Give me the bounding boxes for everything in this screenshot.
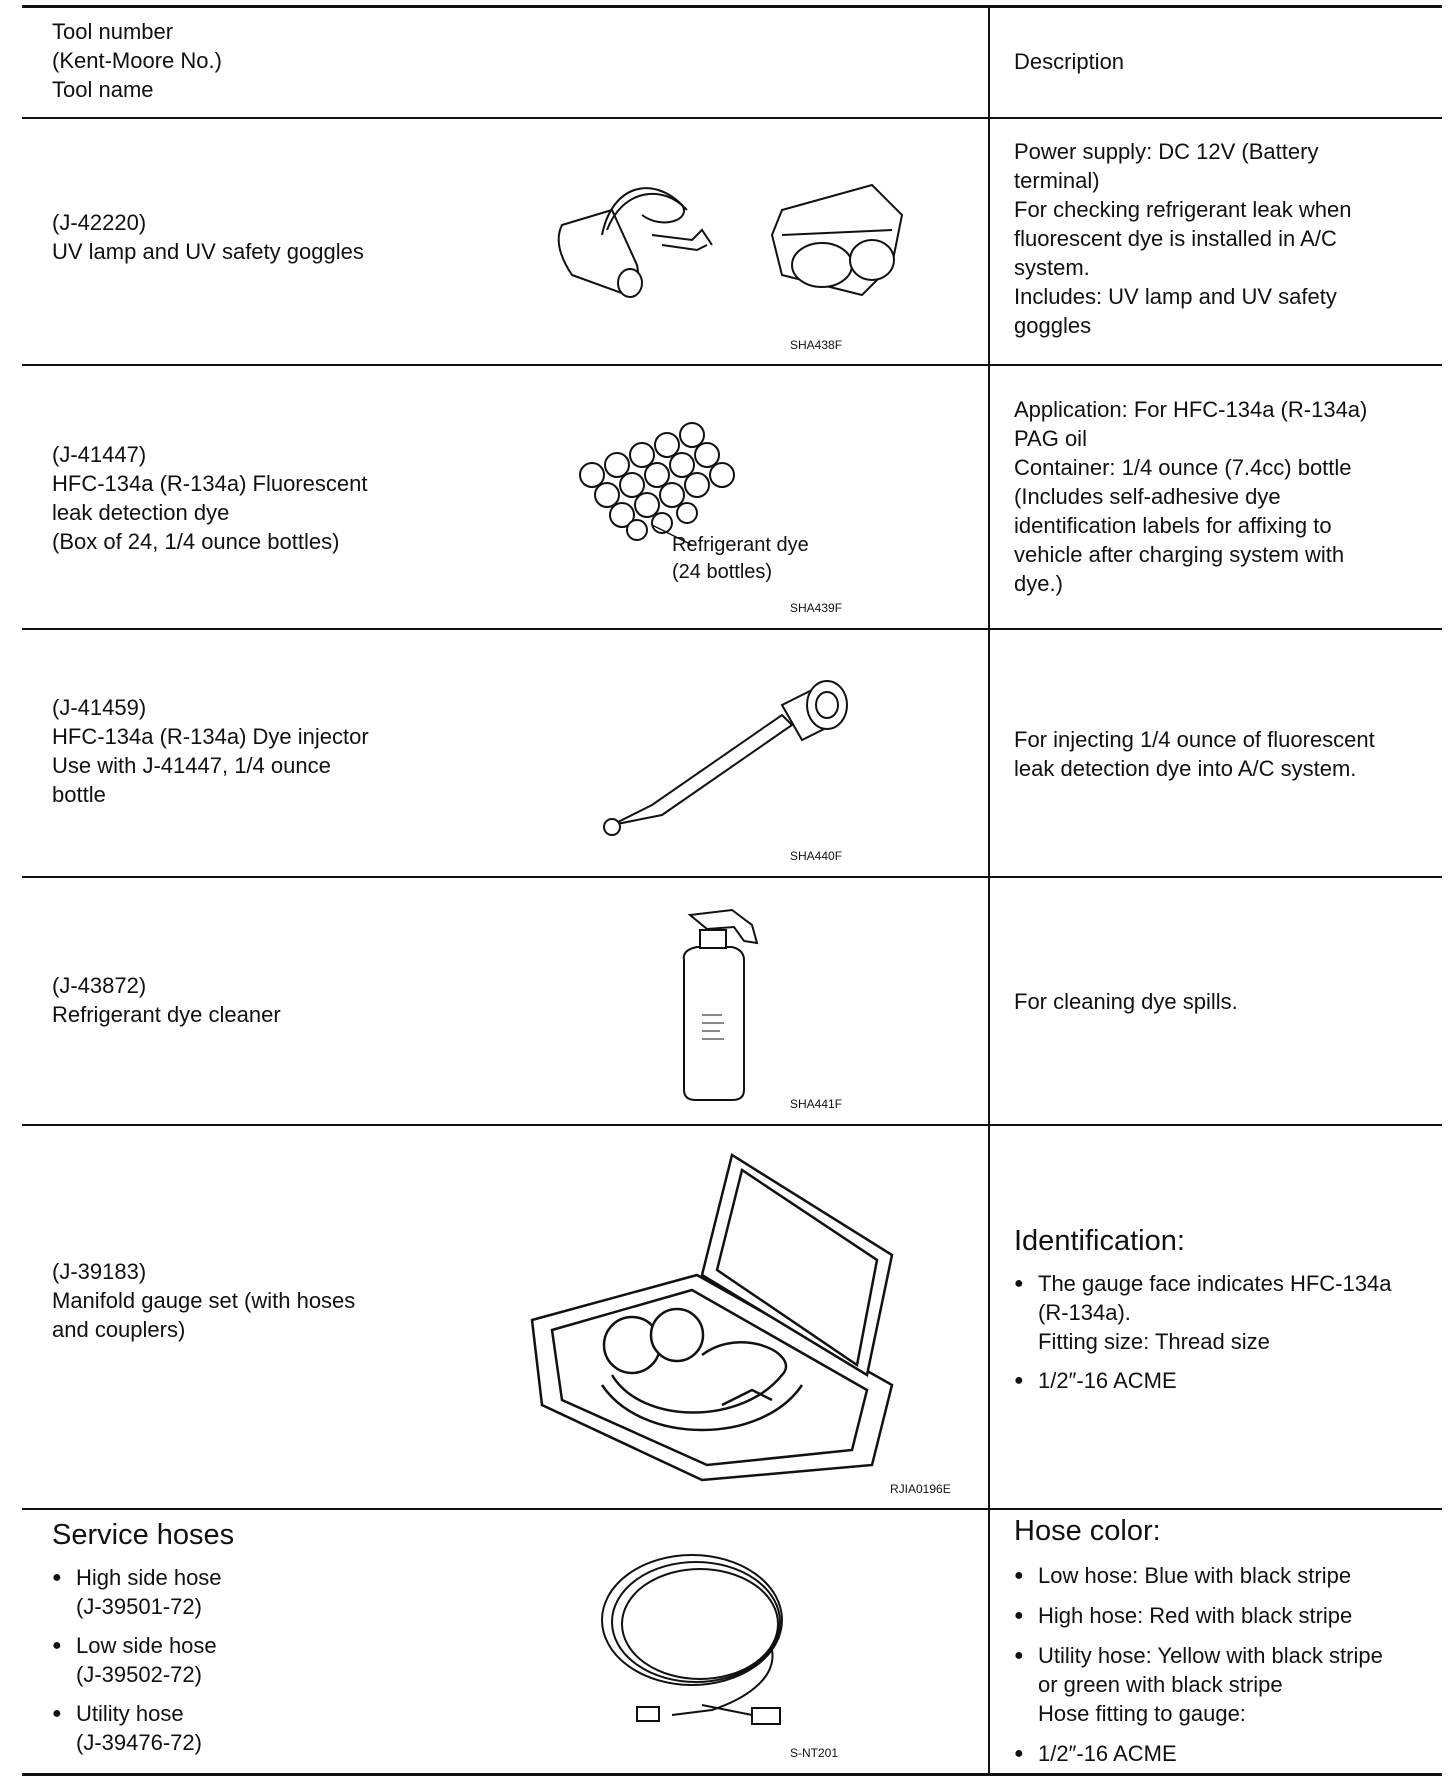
desc-line: vehicle after charging system with — [1014, 542, 1345, 567]
figure-code: SHA440F — [790, 849, 843, 863]
dye-bottles-icon — [562, 405, 762, 545]
tool-number: (J-43872) — [52, 973, 147, 998]
column-divider — [988, 5, 990, 1508]
row-uv-lamp-tool — [52, 208, 452, 266]
column-divider — [988, 1508, 990, 1773]
row-uv-lamp-description — [1014, 137, 1424, 340]
row-divider — [22, 876, 1442, 878]
hose-color-heading: Hose color: — [1014, 1515, 1161, 1547]
list-line: ● Low side hose — [76, 1633, 217, 1658]
tool-name: (Box of 24, 1/4 ounce bottles) — [52, 529, 340, 554]
list-item — [52, 1631, 452, 1689]
list-item — [1014, 1641, 1424, 1728]
hose-color-list — [1014, 1561, 1424, 1768]
tool-name: HFC-134a (R-134a) Fluorescent — [52, 471, 368, 496]
special-service-tools-table — [22, 5, 1442, 1775]
list-line: ● 1/2″-16 ACME — [1038, 1368, 1177, 1393]
tool-number: (J-42220) — [52, 210, 147, 235]
row-divider — [22, 628, 1442, 630]
spray-bottle-icon — [662, 905, 782, 1105]
tool-number: (J-41459) — [52, 695, 147, 720]
list-item — [1014, 1561, 1424, 1590]
desc-line: fluorescent dye is installed in A/C — [1014, 226, 1337, 251]
tool-name: leak detection dye — [52, 500, 230, 525]
desc-line: For checking refrigerant leak when — [1014, 197, 1352, 222]
row-cleaner-tool — [52, 971, 452, 1029]
desc-line: Includes: UV lamp and UV safety — [1014, 284, 1337, 309]
manifold-gauge-case-icon — [522, 1145, 912, 1485]
row-dye-description — [1014, 395, 1424, 598]
row-divider — [22, 364, 1442, 366]
desc-line: Container: 1/4 ounce (7.4cc) bottle — [1014, 455, 1352, 480]
desc-line: PAG oil — [1014, 426, 1087, 451]
header-kent-moore: (Kent-Moore No.) — [52, 48, 222, 73]
header-tool-name: Tool name — [52, 77, 154, 102]
identification-list — [1014, 1269, 1424, 1395]
row-cleaner-description — [1014, 987, 1424, 1016]
header-tool-number: Tool number — [52, 19, 174, 44]
list-line: (R-134a). — [1038, 1300, 1131, 1325]
row-divider — [22, 1508, 1442, 1510]
tool-name: UV lamp and UV safety goggles — [52, 239, 364, 264]
row-divider — [22, 117, 1442, 119]
header-tool-cell — [52, 17, 452, 104]
figure-code: SHA439F — [790, 601, 843, 615]
desc-line: dye.) — [1014, 571, 1063, 596]
desc-line: Application: For HFC-134a (R-134a) — [1014, 397, 1368, 422]
row-injector-description — [1014, 725, 1424, 783]
desc-line: system. — [1014, 255, 1090, 280]
list-item — [1014, 1739, 1424, 1768]
list-line: Hose fitting to gauge: — [1038, 1701, 1246, 1726]
figure-code: RJIA0196E — [890, 1482, 951, 1496]
tool-name: and couplers) — [52, 1317, 186, 1342]
list-line: ● Utility hose — [76, 1701, 184, 1726]
tool-name: HFC-134a (R-134a) Dye injector — [52, 724, 369, 749]
list-line: ● The gauge face indicates HFC-134a — [1038, 1271, 1392, 1296]
desc-line: Power supply: DC 12V (Battery — [1014, 139, 1319, 164]
desc-line: terminal) — [1014, 168, 1100, 193]
table-top-border — [22, 5, 1442, 8]
figure-code: SHA438F — [790, 338, 843, 352]
list-item — [1014, 1601, 1424, 1630]
list-line: ● Utility hose: Yellow with black stripe — [1038, 1643, 1383, 1668]
tool-number: (J-39183) — [52, 1259, 147, 1284]
list-item — [52, 1563, 452, 1621]
dye-injector-icon — [592, 665, 852, 845]
list-line: ● 1/2″-16 ACME — [1038, 1741, 1177, 1766]
tool-name: Manifold gauge set (with hoses — [52, 1288, 356, 1313]
list-line: (J-39502-72) — [76, 1662, 202, 1687]
header-description: Description — [1014, 49, 1125, 74]
list-line: Fitting size: Thread size — [1038, 1329, 1270, 1354]
desc-line: For injecting 1/4 ounce of fluorescent — [1014, 727, 1375, 752]
desc-line: identification labels for affixing to — [1014, 513, 1332, 538]
service-hoses-list — [52, 1563, 452, 1757]
row-injector-tool — [52, 693, 452, 809]
list-line: or green with black stripe — [1038, 1672, 1283, 1697]
figure-code: S-NT201 — [790, 1746, 839, 1760]
row-dye-tool — [52, 440, 452, 556]
desc-line: leak detection dye into A/C system. — [1014, 756, 1357, 781]
tool-number: (J-41447) — [52, 442, 147, 467]
list-line: ● High side hose — [76, 1565, 222, 1590]
uv-lamp-goggles-icon — [542, 175, 922, 315]
service-hoses-heading: Service hoses — [52, 1519, 235, 1551]
list-item — [1014, 1366, 1424, 1395]
coiled-hose-icon — [592, 1540, 832, 1740]
row-manifold-description — [1014, 1223, 1424, 1395]
desc-line: For cleaning dye spills. — [1014, 989, 1238, 1014]
desc-line: goggles — [1014, 313, 1092, 338]
row-service-hoses-description — [1014, 1513, 1424, 1768]
row-service-hoses-tool — [52, 1517, 452, 1757]
list-line: ● Low hose: Blue with black stripe — [1038, 1563, 1352, 1588]
row-manifold-tool — [52, 1257, 452, 1344]
callout-line: (24 bottles) — [672, 561, 773, 583]
tool-name: bottle — [52, 782, 106, 807]
dye-callout — [672, 532, 809, 586]
callout-line: Refrigerant dye — [672, 534, 809, 556]
desc-line: (Includes self-adhesive dye — [1014, 484, 1281, 509]
list-line: (J-39476-72) — [76, 1730, 202, 1755]
tool-name: Use with J-41447, 1/4 ounce — [52, 753, 331, 778]
figure-code: SHA441F — [790, 1097, 843, 1111]
list-line: (J-39501-72) — [76, 1594, 202, 1619]
list-line: ● High hose: Red with black stripe — [1038, 1603, 1353, 1628]
tool-name: Refrigerant dye cleaner — [52, 1002, 281, 1027]
list-item — [1014, 1269, 1424, 1356]
identification-heading: Identification: — [1014, 1225, 1185, 1257]
table-bottom-border — [22, 1773, 1442, 1776]
list-item — [52, 1699, 452, 1757]
row-divider — [22, 1124, 1442, 1126]
